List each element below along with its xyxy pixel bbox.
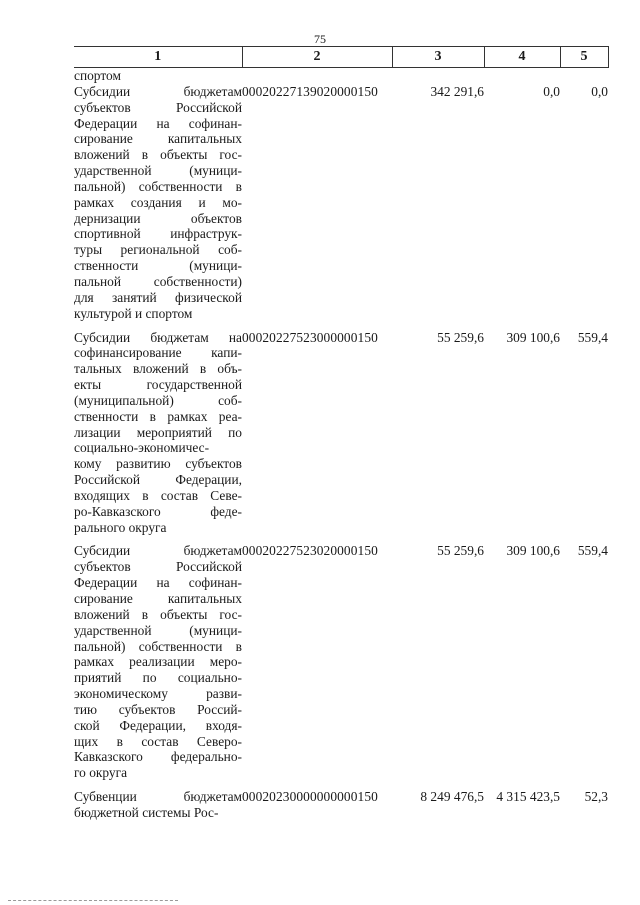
row-name-cell (74, 84, 242, 322)
row-name-line: вложений в объекты гос- (74, 606, 242, 622)
row-name-cell (74, 68, 242, 84)
row-name-line: социально-экономичес- (74, 440, 210, 456)
row-name-line: ро-Кавказского феде- (74, 503, 242, 519)
row-value-col5: 52,3 (584, 789, 608, 805)
row-name-line: (муниципальной) соб- (74, 392, 242, 408)
row-name-line: кому развитию субъектов (74, 456, 242, 472)
row-name-line: сирование капитальных (74, 591, 242, 606)
page-number: 75 (314, 32, 326, 46)
row-name-line: туры региональной соб- (74, 242, 242, 258)
footer-scan-line (8, 900, 178, 901)
row-value-col4: 309 100,6 (506, 329, 560, 345)
column-header-3: 3 (392, 47, 484, 68)
row-name-line: софинансирование капи- (74, 345, 242, 361)
table-row (74, 543, 608, 781)
row-code-cell: 00020227139020000150 (242, 83, 378, 99)
table-header-row (74, 47, 608, 68)
row-name-line: лизации мероприятий по (74, 424, 242, 440)
row-name-line: Субвенции бюджетам (74, 789, 242, 805)
row-name-line: Федерации на софинан- (74, 115, 242, 131)
row-spacer (74, 322, 608, 330)
column-header-1: 1 (74, 47, 242, 68)
row-name-line: рального округа (74, 519, 167, 535)
column-header-4: 4 (484, 47, 560, 68)
row-name-line: ственности (муници- (74, 258, 242, 274)
row-value-col3: 55 259,6 (437, 543, 484, 559)
row-name-line: входящих в состав Севе- (74, 487, 242, 503)
row-name-line: тию субъектов Россий- (74, 701, 242, 717)
row-name-line: субъектов Российской (74, 559, 242, 575)
row-code-cell: 00020227523020000150 (242, 543, 378, 559)
table-row (74, 789, 608, 821)
row-name-line: Российской Федерации, (74, 472, 242, 488)
row-value-col5: 559,4 (577, 543, 608, 559)
row-value-col5: 559,4 (577, 329, 608, 345)
row-name-line: субъектов Российской (74, 99, 242, 115)
row-name-cell (74, 543, 242, 781)
row-name-line: дернизации объектов (74, 210, 242, 226)
row-name-line: Субсидии бюджетам (74, 543, 242, 559)
row-name-line: Субсидии бюджетам (74, 83, 242, 99)
row-name-line: сирование капитальных (74, 131, 242, 147)
row-code-cell (242, 68, 392, 84)
row-name-line: вложений в объекты гос- (74, 147, 242, 163)
row-name-line: тальных вложений в объ- (74, 361, 242, 377)
table-body (74, 68, 608, 821)
row-value-col4 (484, 68, 560, 84)
row-name-line: экономическому разви- (74, 686, 242, 702)
row-name-line: екты государственной (74, 377, 242, 393)
row-name-line: го округа (74, 765, 128, 781)
budget-table (74, 46, 609, 821)
row-name-line: ударственной (муници- (74, 163, 242, 179)
row-value-col5: 0,0 (591, 83, 608, 99)
row-name-cell (74, 789, 242, 821)
row-name-line: щих в состав Северо- (74, 733, 242, 749)
row-spacer (74, 781, 608, 789)
row-name-line: для занятий физической (74, 289, 242, 305)
row-name-line: спортом (74, 68, 121, 83)
row-value-col3: 342 291,6 (430, 83, 484, 99)
table-row (74, 84, 608, 322)
row-name-line: Кавказского федерально- (74, 749, 242, 765)
row-value-col3: 8 249 476,5 (420, 789, 484, 805)
table-row (74, 68, 608, 84)
row-name-line: культурой и спортом (74, 305, 193, 321)
row-value-col3 (392, 68, 484, 84)
column-header-5: 5 (560, 47, 608, 68)
row-value-col5 (560, 68, 608, 84)
row-name-line: ской Федерации, входя- (74, 717, 242, 733)
row-name-line: приятий по социально- (74, 670, 242, 686)
row-name-line: пальной собственности) (74, 273, 242, 289)
row-code-cell: 00020230000000000150 (242, 789, 378, 805)
row-name-line: пальной) собственности в (74, 638, 242, 654)
row-name-line: ственности в рамках реа- (74, 408, 242, 424)
row-name-line: ударственной (муници- (74, 622, 242, 638)
row-name-line: рамках создания и мо- (74, 194, 242, 210)
row-name-line: Субсидии бюджетам на (74, 329, 242, 345)
row-value-col4: 309 100,6 (506, 543, 560, 559)
row-name-cell (74, 330, 242, 536)
row-name-line: спортивной инфраструк- (74, 226, 242, 242)
row-value-col4: 4 315 423,5 (496, 789, 560, 805)
row-name-line: рамках реализации меро- (74, 654, 242, 670)
row-name-line: бюджетной системы Рос- (74, 804, 219, 820)
row-value-col3: 55 259,6 (437, 329, 484, 345)
table-row (74, 330, 608, 536)
row-name-line: Федерации на софинан- (74, 575, 242, 591)
row-spacer (74, 535, 608, 543)
column-header-2: 2 (242, 47, 392, 68)
row-code-cell: 00020227523000000150 (242, 329, 378, 345)
row-name-line: пальной) собственности в (74, 178, 242, 194)
row-value-col4: 0,0 (543, 83, 560, 99)
